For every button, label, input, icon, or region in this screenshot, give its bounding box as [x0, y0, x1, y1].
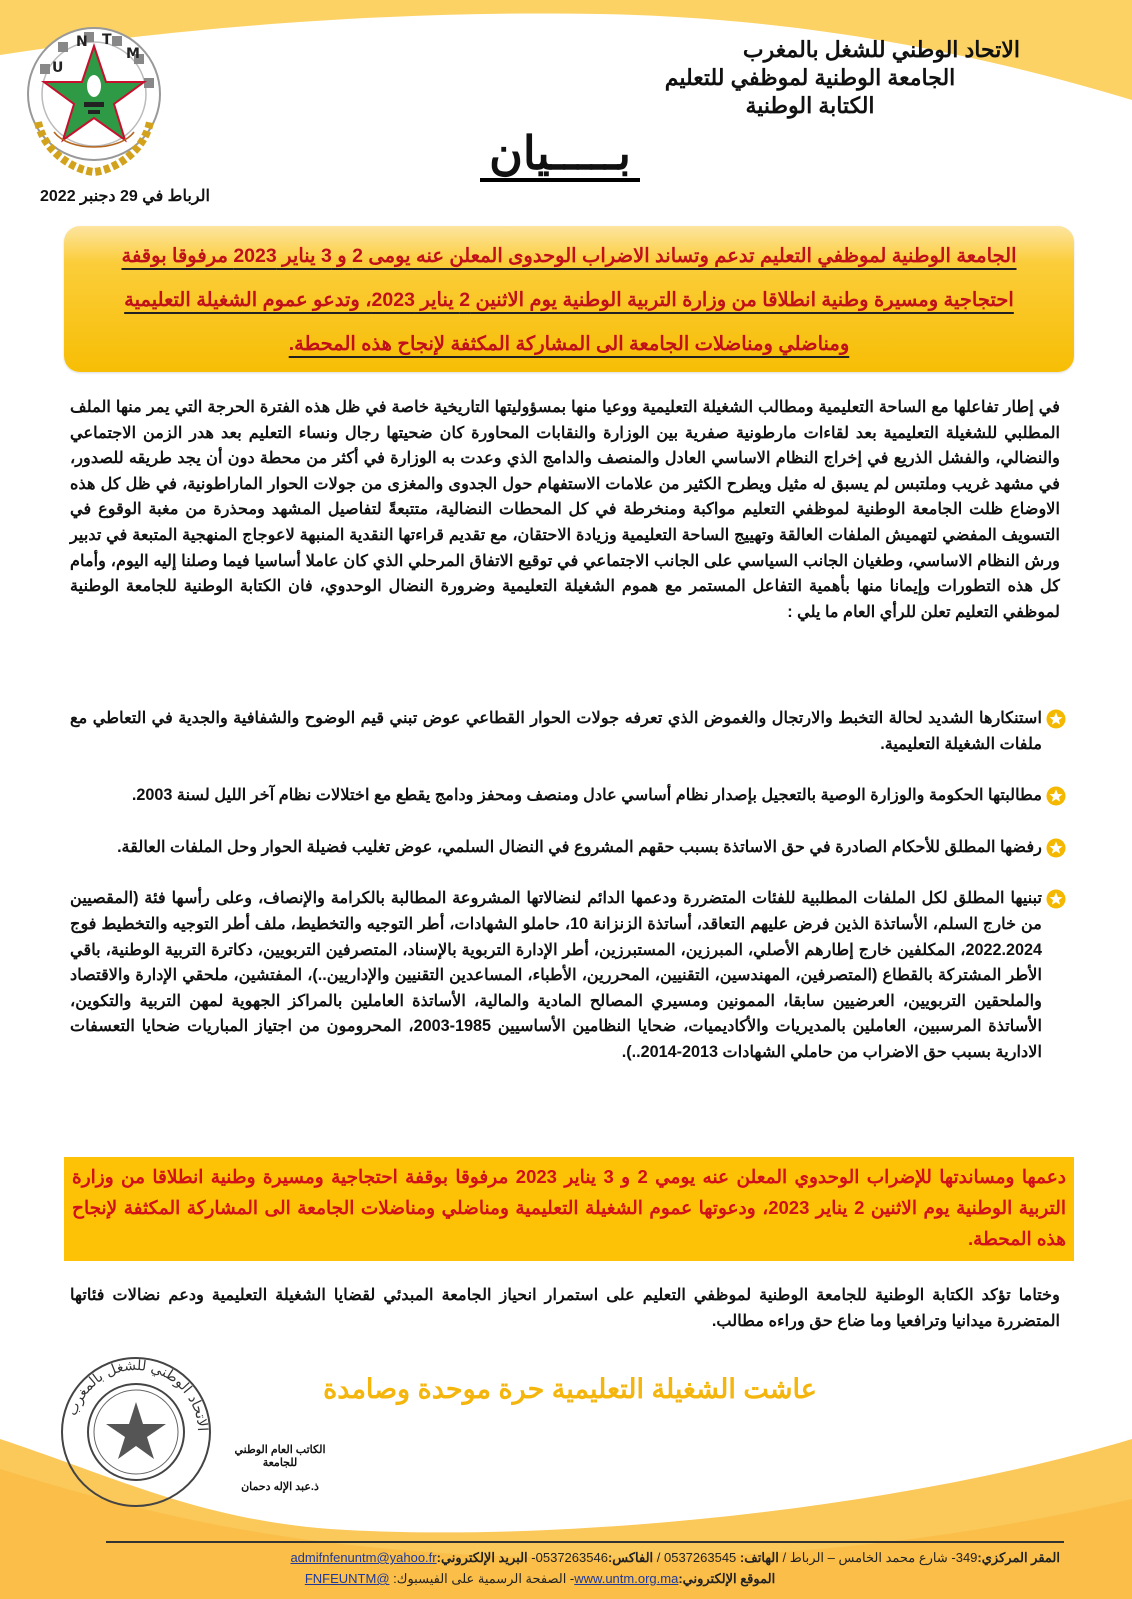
email-label: البريد الإلكتروني: — [436, 1550, 528, 1565]
svg-text:U: U — [52, 60, 64, 76]
list-item — [70, 886, 1066, 1065]
star-circle-icon — [1046, 889, 1066, 909]
svg-text:N: N — [76, 34, 88, 50]
union-name: الاتحاد الوطني للشغل بالمغرب — [742, 37, 1020, 62]
footer-web-line — [60, 1568, 1060, 1589]
list-item-text: مطالبتها الحكومة والوزارة الوصية بالتعجيل بإصدار نظام أساسي عادل ومنصف ومحفز ودامج يقطع مع اختلالات نظام آخر الليل لسنة 2003. — [131, 786, 1042, 805]
official-stamp — [52, 1352, 220, 1512]
document-date: الرباط في 29 دجنبر 2022 — [40, 188, 210, 205]
list-item-text: استنكارها الشديد لحالة التخبط والارتجال والغموض الذي تعرفه جولات الحوار القطاعي عوض تبني قيم الوضوح والشفافية والجدية في التعاطي مع ملفات الشغيلة التعليمية. — [70, 709, 1042, 753]
list-item — [70, 783, 1066, 809]
headline-banner — [64, 226, 1074, 372]
closing-paragraph — [70, 1282, 1060, 1334]
email-link[interactable]: admifnfenuntm@yahoo.fr — [290, 1550, 437, 1565]
headline-line-3: ومناضلي ومناضلات الجامعة الى المشاركة المكثفة لإنجاح هذه المحطة. — [288, 333, 850, 355]
slogan: عاشت الشغيلة التعليمية حرة موحدة وصامدة — [323, 1374, 817, 1404]
footer-contact-line — [60, 1547, 1060, 1568]
hq-label: المقر المركزي: — [977, 1550, 1060, 1565]
hq-address: 349- شارع محمد الخامس – الرباط / — [778, 1550, 978, 1565]
contact-footer — [60, 1547, 1060, 1589]
list-item — [70, 835, 1066, 861]
organization-header — [600, 36, 1020, 120]
list-item — [70, 706, 1066, 757]
federation-name: الجامعة الوطنية لموظفي للتعليم — [664, 65, 956, 90]
strike-support-highlight — [64, 1157, 1074, 1261]
untm-logo — [14, 22, 174, 178]
star-circle-icon — [1046, 709, 1066, 729]
footer-divider — [106, 1541, 1064, 1543]
svg-text:الاتحاد الوطني للشغل بالمغرب: الاتحاد الوطني للشغل بالمغرب — [64, 1357, 211, 1432]
closing-text: وختاما تؤكد الكتابة الوطنية للجامعة الوطنية لموظفي التعليم على استمرار انحياز الجامعة المبدئي لقضايا الشغيلة التعليمية ودعم نضالات فئاتها المتضررة ميدانيا وترافعيا وما ضاع حق وراءه مطالب. — [70, 1286, 1060, 1330]
list-item-text: رفضها المطلق للأحكام الصادرة في حق الاساتذة بسبب حقهم المشروع في النضال السلمي، عوض تغليب فضيلة الحوار وحل الملفات العالقة. — [117, 837, 1042, 856]
website-label: الموقع الإلكتروني: — [678, 1571, 776, 1586]
svg-text:M: M — [126, 46, 140, 62]
intro-paragraph: في إطار تفاعلها مع الساحة التعليمية ومطالب الشغيلة التعليمية ووعيا منها بمسؤوليتها التاريخية خاصة في ظل هذه الفترة الحرجة التي يمر منها الملف المطلبي للشغيلة التعليمية بعد لقاءات مارطونية صفرية بين الوزارة والنقابات المحاورة كان ضحيتها رجال ونساء التعليم بعد هدر الزمن الاجتماعي والنضالي، والفشل الذريع في إخراج النظام الاساسي العادل والمنصف والدامج الذي وعدت به الوزارة في أكثر من محطة دون أن يجد طريقه للصدور، في مشهد غريب وملتبس لم يسبق له مثيل ويطرح الكثير من علامات الاستفهام حول الجدوى والمغزى من جولات الحوار الماراطونية، في ظل كل هذه الاوضاع ظلت الجامعة الوطنية لموظفي التعليم مواكبة ومنخرطة في كل المحطات النضالية، متتبعةً لتفاصيل المشهد ومحذرة من مغبة الوقوع في التسويف المفضي لتهميش الملفات العالقة وتهييج الساحة التعليمية وزيادة الاحتقان، مع تقديم قراءتها النقدية المنبهة لاعوجاج المنهجية المتبعة في تدبير ورش النظام الاساسي، وطغيان الجانب السياسي على الجانب الاجتماعي في توقيع الاتفاق المرحلي الذي كان عاملا أساسيا فيما وصلنا إليه اليوم، وأمام كل هذه التطورات وإيمانا منها بأهمية التفاعل المستمر مع هموم الشغيلة التعليمية وضرورة النضال الوحدوي، فان الكتابة الوطنية للجامعة الوطنية لموظفي التعليم تعلن للرأي العام ما يلي : — [70, 398, 1060, 621]
signer-title: الكاتب العام الوطني للجامعة — [234, 1444, 326, 1469]
phone-label: الهاتف: — [739, 1550, 779, 1565]
highlight-text: دعمها ومساندتها للإضراب الوحدوي المعلن عنه يومي 2 و 3 يناير 2023 مرفوقا بوقفة احتجاجية ومسيرة وطنية انطلاقا من وزارة التربية الوطنية يوم الاثنين 2 يناير 2023، ودعوتها عموم الشغيلة التعليمية ومناضلي ومناضلات الجامعة الى المشاركة المكثفة لإنجاح هذه المحطة. — [72, 1166, 1066, 1249]
list-item-text: تبنيها المطلق لكل الملفات المطلبية للفئات المتضررة ودعمها الدائم لنضالاتها المشروعة المطالبة بالكرامة والإنصاف، وعلى رأسها فئة (المقصيين من خارج السلم، الأساتذة الذين فرض عليهم التعاقد، أساتذة الزنزانة 10، حاملو الشهادات، أطر التوجيه والتخطيط، ملف أطر التوجيه والتخطيط فوج 2022.2024، المكلفين خارج إطارهم الأصلي، المبرزين، المستبرزين، أطر الإدارة التربوية بالإسناد، المتصرفين التربويين، دكاترة التربية الوطنية، باقي الأطر المشتركة بالقطاع (المتصرفين، المهندسين، التقنيين، المحررين، الأطباء، المساعدين التقنيين والإداريين..)، المفتشين، ملحقي الإدارة والاقتصاد والملحقين التربويين، العرضيين سابقا، الممونين ومسيري المصالح المادية والمالية، الأساتذة العاملين بالمراكز الجهوية لمهن التربية والتكوين، الأساتذة المرسبين، العاملين بالمديريات والأكاديميات، ضحايا النظامين الأساسيين 1985-2003، المحرومون من اجتياز المباريات ضحايا التعسفات الادارية بسبب حق الاضراب من حاملي الشهادات 2013-2014..). — [70, 889, 1042, 1061]
facebook-link[interactable]: @FNFEUNTM — [304, 1571, 390, 1586]
demands-list — [70, 706, 1066, 1092]
fax-number: 0537263546- — [527, 1550, 608, 1565]
signer-name: ذ.عبد الإله دحمان — [241, 1481, 319, 1493]
document-title: بـــــيان — [480, 128, 640, 182]
facebook-label: - الصفحة الرسمية على الفيسبوك: — [389, 1571, 575, 1586]
headline-line-1: الجامعة الوطنية لموظفي التعليم تدعم وتساند الاضراب الوحدوى المعلن عنه يومى 2 و 3 يناير 2023 مرفوقا بوقفة — [121, 245, 1017, 267]
secretariat-name: الكتابة الوطنية — [745, 93, 875, 118]
phone-number: 0537263545 / — [653, 1550, 740, 1565]
fax-label: الفاكس: — [607, 1550, 654, 1565]
website-link[interactable]: www.untm.org.ma — [574, 1571, 679, 1586]
statement-body — [70, 395, 1060, 625]
svg-text:T: T — [102, 32, 112, 48]
headline-line-2: احتجاجية ومسيرة وطنية انطلاقا من وزارة التربية الوطنية يوم الاثنين 2 يناير 2023، وتدعو عموم الشغيلة التعليمية — [124, 289, 1014, 311]
star-circle-icon — [1046, 838, 1066, 858]
star-circle-icon — [1046, 786, 1066, 806]
